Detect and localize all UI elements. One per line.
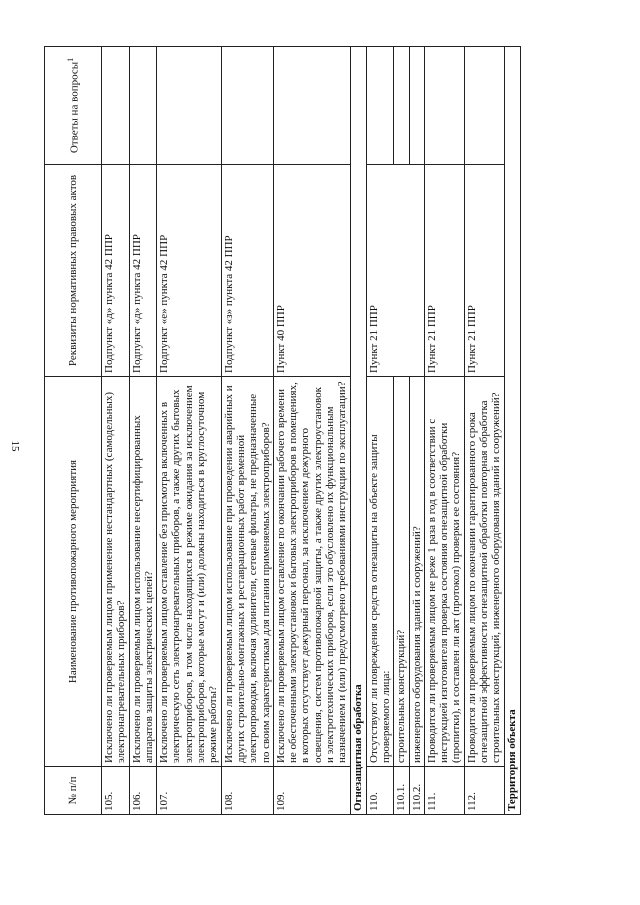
row-answer[interactable] [102,47,130,165]
table-row [366,47,394,815]
row-measure: инженерного оборудования зданий и сооружений? [409,377,424,767]
table-row [129,47,157,815]
row-number: 110.2. [409,767,424,815]
row-measure: Проводится ли проверяемым лицом по окончании гарантированного срока огнезащитной эффективности огнезащитной обработки повторная обработка строительных конструкций, инженерного оборудования зданий и сооружений? [464,377,504,767]
row-requisite: Пункт 21 ППР [424,165,464,377]
row-measure: Исключено ли проверяемым лицом применение нестандартных (самодельных) электронагревательных приборов? [102,377,130,767]
row-answer[interactable] [129,47,157,165]
row-requisite: Пункт 40 ППР [273,165,350,377]
footnote-mark: 1 [66,57,76,62]
row-answer[interactable] [221,47,273,165]
row-requisite: Пункт 21 ППР [464,165,504,377]
row-requisite: Подпункт «з» пункта 42 ППР [221,165,273,377]
row-requisite: Подпункт «д» пункта 42 ППР [129,165,157,377]
section-heading: Территория объекта [504,47,520,815]
row-measure: Исключено ли проверяемым лицом использование при проведении аварийных и других строительно-монтажных и реставрационных работ временной электропроводки, включая удлинители, сетевые фильтры, не предназначенные по своим характеристикам для питания применяемых электроприборов? [221,377,273,767]
table-row [273,47,350,815]
row-requisite: Подпункт «е» пункта 42 ППР [157,165,221,377]
row-number: 106. [129,767,157,815]
row-number: 105. [102,767,130,815]
header-answers [45,47,102,165]
row-measure: Отсутствуют ли повреждения средств огнезащиты на объекте защиты проверяемого лица: [366,377,394,767]
checklist-table [44,46,521,815]
table-row [102,47,130,815]
row-number: 112. [464,767,504,815]
row-requisite: Пункт 21 ППР [366,165,424,377]
row-measure: Исключено ли проверяемым лицом использование несертифицированных аппаратов защиты электрических цепей? [129,377,157,767]
table-row [409,47,424,815]
row-answer[interactable] [424,47,464,165]
row-number: 108. [221,767,273,815]
table-row [157,47,221,815]
row-answer[interactable] [464,47,504,165]
row-measure: Исключено ли проверяемым лицом оставление по окончании рабочего времени не обесточенными электроустановок и бытовых электроприборов в помещениях, в которых отсутствует дежурный персонал, за исключением дежурного освещения, систем противопожарной защиты, а также других электроустановок и электротехнических приборов, если это обусловлено их функциональным назначением и (или) предусмотрено требованиями инструкции по эксплуатации? [273,377,350,767]
row-measure: строительных конструкций? [394,377,409,767]
row-number: 107. [157,767,221,815]
row-answer [366,47,394,165]
header-answers-label: Ответы на вопросы [68,61,81,154]
row-measure: Исключено ли проверяемым лицом оставление без присмотра включенных в электрическую сеть электронагревательных приборов, а также других бытовых электроприборов, в том числе находящихся в режиме ожидания за исключением электроприборов, которые могут и (или) должны находиться в круглосуточном режиме работы? [157,377,221,767]
row-requisite: Подпункт «д» пункта 42 ППР [102,165,130,377]
row-answer[interactable] [273,47,350,165]
row-number: 109. [273,767,350,815]
header-measure: Наименование противопожарного мероприятия [45,377,102,767]
row-number: 110. [366,767,394,815]
row-number: 110.1. [394,767,409,815]
table-header-row [45,47,102,815]
header-requisites: Реквизиты нормативных правовых актов [45,165,102,377]
table-row [221,47,273,815]
row-answer[interactable] [157,47,221,165]
section-row [504,47,520,815]
row-number: 111. [424,767,464,815]
header-num: № п/п [45,767,102,815]
row-measure: Проводится ли проверяемым лицом не реже 1 раза в год в соответствии с инструкцией изготовителя проверка состояния огнезащитной обработки (пропитки), и составлен ли акт (протокол) проверки ее состояния? [424,377,464,767]
table-row [424,47,464,815]
page-number: 15 [9,440,21,452]
section-heading: Огнезащитная обработка [350,47,366,815]
row-answer[interactable] [409,47,424,165]
section-row [350,47,366,815]
table-row [464,47,504,815]
table-row [394,47,409,815]
row-answer[interactable] [394,47,409,165]
